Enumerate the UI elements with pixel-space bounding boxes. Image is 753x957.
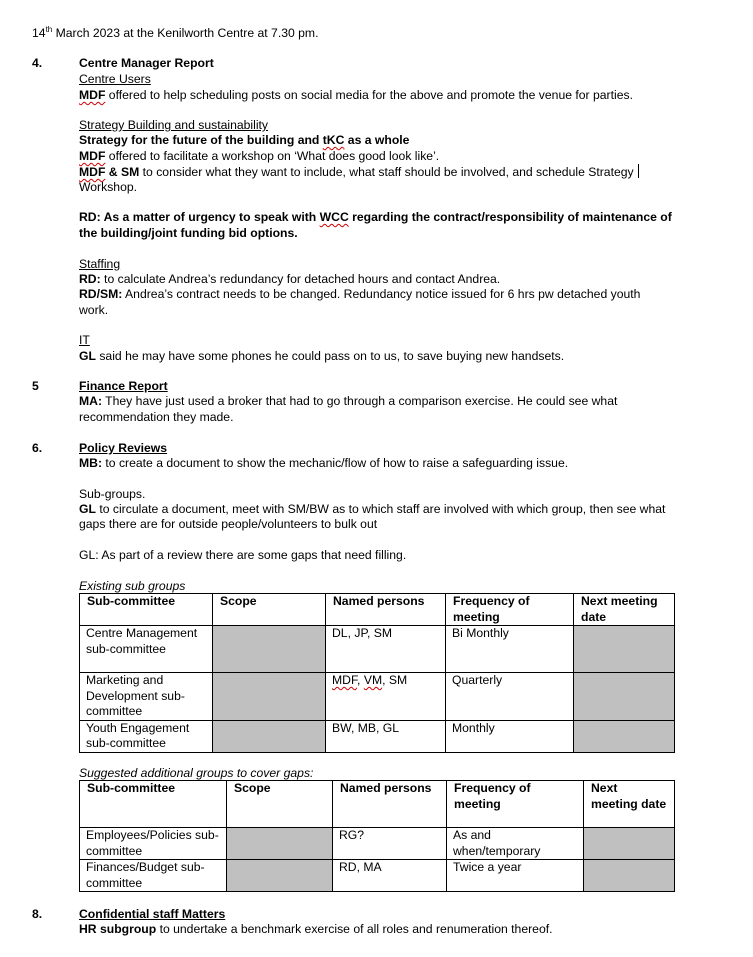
cell-named-persons: MDF, VM, SM (326, 673, 446, 721)
cell-sub-committee: Employees/Policies sub-committee (80, 828, 227, 860)
table-row (80, 828, 675, 860)
strategy-action-consider: MDF & SM to consider what they want to include, what staff should be involved, and schedule Strategy (79, 164, 639, 181)
cell-scope-empty (213, 626, 326, 673)
col-header-named-persons: Named persons (333, 781, 447, 828)
table-row (80, 860, 675, 892)
policy-gl-note: GL: As part of a review there are some gaps that need filling. (79, 548, 407, 562)
cell-sub-committee: Youth Engagement sub-committee (80, 720, 213, 752)
staffing-heading: Staffing (79, 257, 121, 271)
cell-next-meeting-empty (574, 673, 675, 721)
cell-frequency: Monthly (446, 720, 574, 752)
section-4-title: Centre Manager Report (79, 56, 214, 70)
centre-users-heading: Centre Users (79, 72, 151, 86)
suggested-groups-caption: Suggested additional groups to cover gaps: (79, 766, 314, 780)
cell-frequency: As and when/temporary (447, 828, 584, 860)
rd-urgent-action-cont: the building/joint funding bid options. (79, 226, 298, 240)
cell-scope-empty (213, 673, 326, 721)
col-header-next-meeting: Next meeting date (574, 594, 675, 626)
cell-frequency: Quarterly (446, 673, 574, 721)
cell-sub-committee: Centre Management sub-committee (80, 626, 213, 673)
hr-action: HR subgroup to undertake a benchmark exercise of all roles and renumeration thereof. (79, 922, 553, 936)
strategy-action-consider-cont: Workshop. (79, 180, 138, 194)
table-header-row (80, 781, 675, 828)
it-heading: IT (79, 333, 90, 347)
col-header-scope: Scope (213, 594, 326, 626)
cell-named-persons: RG? (333, 828, 447, 860)
strategy-subheading: Strategy for the future of the building and tKC as a whole (79, 133, 410, 147)
finance-action-cont: recommendation they made. (79, 410, 234, 424)
section-6-title: Policy Reviews (79, 441, 168, 455)
table-row (80, 626, 675, 673)
cell-sub-committee: Finances/Budget sub-committee (80, 860, 227, 892)
rd-urgent-action: RD: As a matter of urgency to speak with WCC regarding the contract/responsibility of maintenance of (79, 210, 672, 224)
policy-action-mb: MB: to create a document to show the mechanic/flow of how to raise a safeguarding issue. (79, 456, 569, 470)
cell-named-persons: BW, MB, GL (326, 720, 446, 752)
cell-next-meeting-empty (574, 626, 675, 673)
finance-action: MA: They have just used a broker that had to go through a comparison exercise. He could see what (79, 394, 618, 408)
strategy-heading: Strategy Building and sustainability (79, 118, 269, 132)
existing-groups-caption: Existing sub groups (79, 579, 186, 593)
section-4-number: 4. (32, 56, 43, 70)
section-6-number: 6. (32, 441, 43, 455)
cell-next-meeting-empty (574, 720, 675, 752)
existing-groups-table (79, 593, 675, 753)
staffing-action-rd: RD: to calculate Andrea’s redundancy for detached hours and contact Andrea. (79, 272, 501, 286)
cell-frequency: Twice a year (447, 860, 584, 892)
suggested-groups-table (79, 780, 675, 892)
policy-action-gl-cont: gaps there are for outside people/volunteers to bulk out (79, 517, 378, 531)
col-header-frequency: Frequency of meeting (446, 594, 574, 626)
section-8-title: Confidential staff Matters (79, 907, 226, 921)
section-5-number: 5 (32, 379, 39, 393)
col-header-frequency: Frequency of meeting (447, 781, 584, 828)
sub-groups-label: Sub-groups. (79, 487, 146, 501)
col-header-next-meeting: Next meeting date (584, 781, 675, 828)
table-row (80, 720, 675, 752)
meeting-date-line: 14th March 2023 at the Kenilworth Centre at 7.30 pm. (32, 25, 319, 40)
col-header-sub-committee: Sub-committee (80, 594, 213, 626)
policy-action-gl: GL to circulate a document, meet with SM/BW as to which staff are involved with which group, then see what (79, 502, 666, 516)
cell-next-meeting-empty (584, 828, 675, 860)
table-header-row (80, 594, 675, 626)
cell-scope-empty (227, 860, 333, 892)
table-row (80, 673, 675, 721)
staffing-action-rdsm: RD/SM: Andrea’s contract needs to be changed. Redundancy notice issued for 6 hrs pw detached youth (79, 287, 641, 301)
it-action: GL said he may have some phones he could pass on to us, to save buying new handsets. (79, 349, 565, 363)
cell-frequency: Bi Monthly (446, 626, 574, 673)
col-header-named-persons: Named persons (326, 594, 446, 626)
cell-next-meeting-empty (584, 860, 675, 892)
col-header-scope: Scope (227, 781, 333, 828)
cell-scope-empty (213, 720, 326, 752)
text-cursor (638, 164, 639, 178)
strategy-action-workshop: MDF offered to facilitate a workshop on ‘What does good look like’. (79, 149, 440, 163)
centre-users-action: MDF offered to help scheduling posts on social media for the above and promote the venue for parties. (79, 88, 633, 102)
section-5-title: Finance Report (79, 379, 168, 393)
cell-named-persons: RD, MA (333, 860, 447, 892)
cell-scope-empty (227, 828, 333, 860)
col-header-sub-committee: Sub-committee (80, 781, 227, 828)
section-8-number: 8. (32, 907, 43, 921)
cell-named-persons: DL, JP, SM (326, 626, 446, 673)
cell-sub-committee: Marketing and Development sub-committee (80, 673, 213, 721)
staffing-action-rdsm-cont: work. (79, 303, 109, 317)
